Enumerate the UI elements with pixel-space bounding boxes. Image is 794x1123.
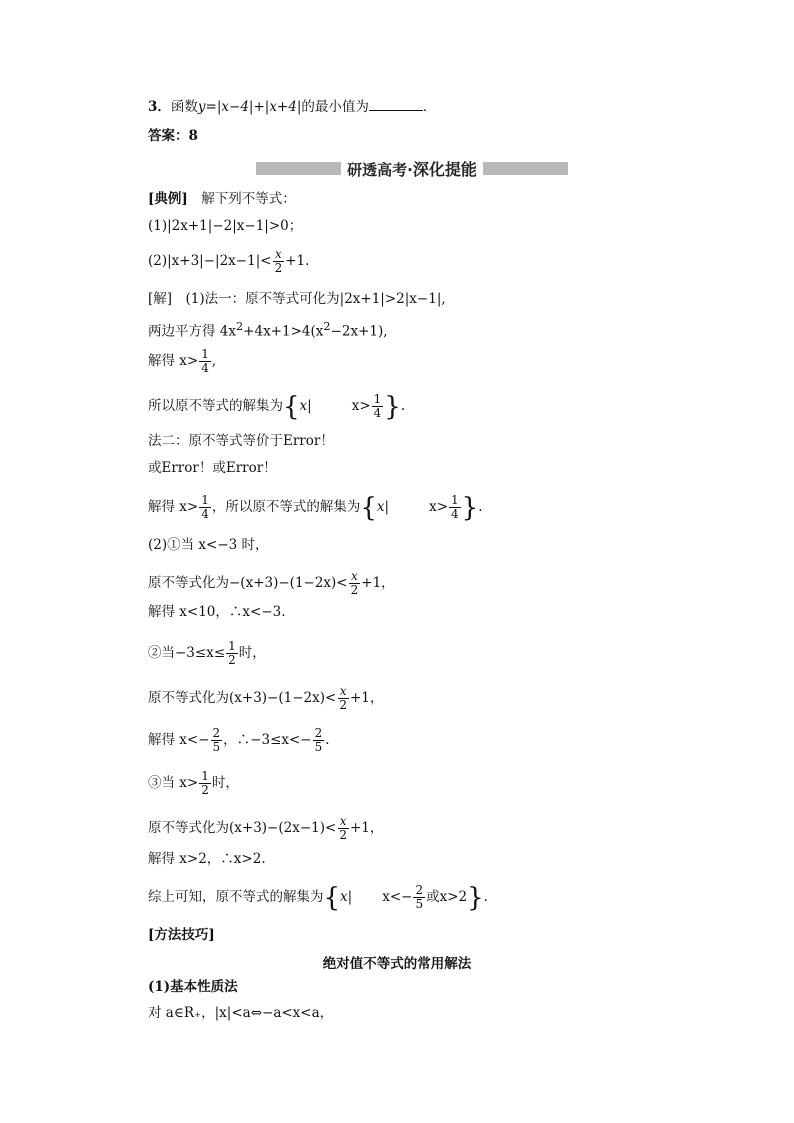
banner-title: 研透高考·深化提能 (347, 159, 477, 179)
fraction: $\frac{1}{4}$ (201, 493, 209, 521)
fraction: $\frac{x}{2}$ (339, 814, 347, 842)
solution-line-1: [解] (1)法一：原不等式可化为|2x+1|>2|x−1|, (148, 291, 446, 307)
answer-blank (369, 98, 423, 111)
solution-line-15: 原不等式化为(x+3)−(2x−1)< $\frac{x}{2}$ +1， (148, 814, 384, 842)
solution-line-17: 综上可知，原不等式的解集为{x| x<− $\frac{2}{5}$ 或x>2}. (148, 882, 488, 913)
solution-line-2: 两边平方得 $4x^2+4x+1>4(x^2-2x+1)$, (148, 320, 388, 340)
fraction: $\frac{2}{5}$ (314, 726, 323, 754)
solution-line-7: 解得 x> $\frac{1}{4}$ ，所以原不等式的解集为{x| x> $\frac{1}{4}$ }. (148, 492, 483, 523)
problem-3: 3．函数y=|x−4|+|x+4|的最小值为 ． (148, 99, 437, 115)
methods-title: 绝对值不等式的常用解法 (322, 956, 472, 972)
solution-line-4: 所以原不等式的解集为{x| x> $\frac{1}{4}$ }. (148, 391, 406, 422)
fraction: $\frac{1}{4}$ (451, 493, 459, 521)
solution-line-16: 解得 x>2，∴x>2. (148, 851, 266, 867)
fraction: $\frac{x}{2}$ (339, 684, 347, 712)
methods-heading: [方法技巧] (148, 927, 215, 943)
solution-line-9: 原不等式化为−(x+3)−(1−2x)< $\frac{x}{2}$ +1， (148, 569, 395, 597)
fraction: $\frac{2}{5}$ (415, 883, 424, 911)
fraction: $\frac{1}{4}$ (201, 347, 209, 375)
banner-bar-left (256, 162, 341, 175)
section-banner (256, 158, 568, 178)
solution-line-13: 解得 x<− $\frac{2}{5}$ ，∴−3≤x<− $\frac{2}{5}$ . (148, 726, 330, 754)
example-heading: [典例] 解下列不等式： (148, 191, 296, 207)
solution-line-3: 解得 x> $\frac{1}{4}$ , (148, 347, 217, 375)
solution-line-5: 法二：原不等式等价于Error！ (148, 433, 334, 449)
solution-line-11: ②当−3≤x≤ $\frac{1}{2}$ 时， (148, 639, 266, 667)
solution-line-10: 解得 x<10，∴x<−3. (148, 604, 286, 620)
methods-item-1-text: 对 a∈R₊，|x|<a⇔−a<x<a， (148, 1005, 334, 1021)
fraction: $\frac{x}{2}$ (350, 569, 359, 597)
example-q1: (1)|2x+1|−2|x−1|>0； (148, 218, 303, 234)
example-q2: (2)|x+3|−|2x−1|< $\frac{x}{2}$ +1. (148, 247, 310, 275)
answer-line: 答案：8 (148, 128, 198, 144)
solution-line-12: 原不等式化为(x+3)−(1−2x)< $\frac{x}{2}$ +1， (148, 684, 384, 712)
fraction: $\frac{1}{2}$ (201, 769, 209, 797)
fraction: $\frac{2}{5}$ (212, 726, 221, 754)
methods-item-1: (1)基本性质法 (148, 979, 238, 995)
fraction: $\frac{x}{2}$ (274, 247, 283, 275)
solution-line-6: 或Error！或Error！ (148, 460, 277, 476)
fraction: $\frac{1}{2}$ (228, 639, 236, 667)
solution-line-14: ③当 x> $\frac{1}{2}$ 时， (148, 769, 239, 797)
solution-line-8: (2)①当 x<−3 时， (148, 537, 269, 553)
fraction: $\frac{1}{4}$ (373, 392, 382, 420)
banner-bar-right (483, 162, 568, 175)
